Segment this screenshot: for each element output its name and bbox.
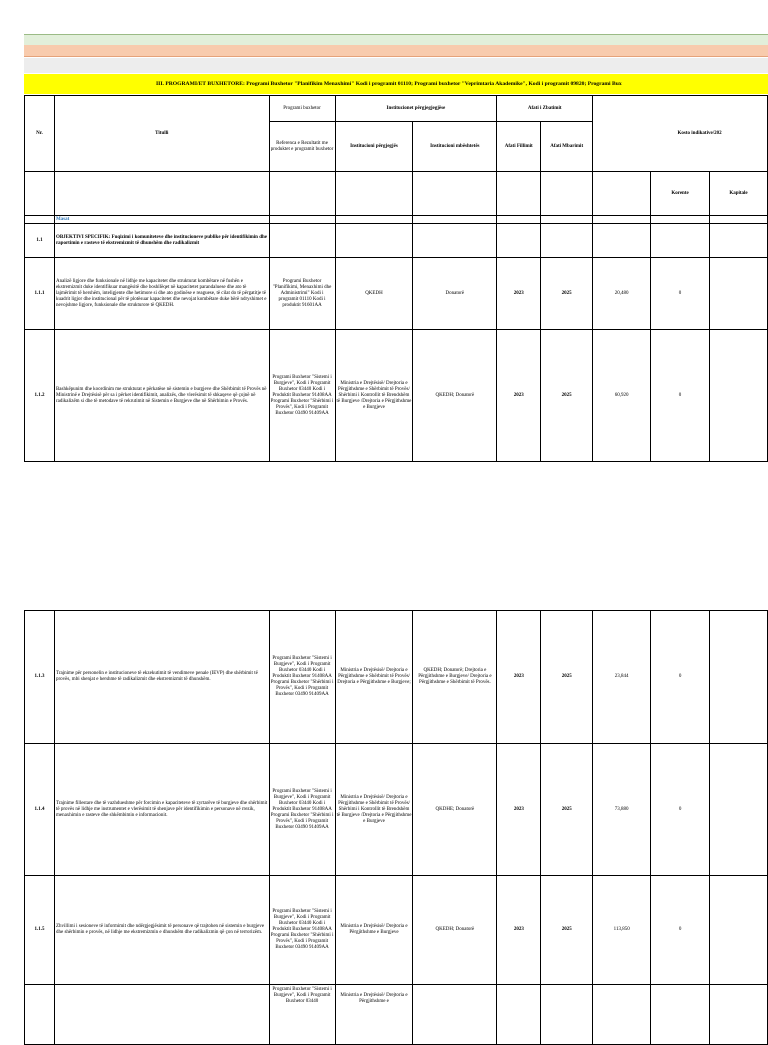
row-support: Donatorë: [413, 258, 497, 330]
row-program: Programi Buxhetor "Sistemi i Burgjeve", Kodi i Programit Buxhetor 03440 Kodi i Produktit Buxhetor 91408AA Programi Buxhetor "Shërbimi i Provës", Kodi i Programit Buxhetor 03490 91409AA: [269, 330, 335, 462]
row-start: 2023: [497, 330, 541, 462]
program-banner: [24, 74, 768, 94]
row-support: QKDHE; Donatorë: [413, 744, 497, 876]
masat-label: Masat: [54, 216, 269, 224]
row-end: 2025: [541, 876, 593, 985]
table-row: [25, 876, 768, 985]
header-afati-fillimit: Afati Fillimit: [497, 122, 541, 172]
header-institucionet: Institucionet përgjegjegjëse: [335, 96, 497, 122]
program-banner-text: III. PROGRAMI/ET BUXHETORE: Programi Buxhetor "Planifikim Menaxhimi" Kodi i programit 01110; Programi buxhetor "Veprimtaria Akademike", Kodi i programit 09820; Programi Bux: [156, 81, 622, 87]
row-title: Zhvillimi i sesioneve të informimit dhe ndërgjegjësimit të personave që trajtohen në sistemin e burgjeve dhe shërbimin e provës, në lidhje me ekstremizmin e dhunshëm dhe radikalizmin që çon në terrorizëm.: [54, 876, 269, 985]
table-row: [25, 330, 768, 462]
header-titulli: Titulli: [54, 96, 269, 172]
row-title: [54, 985, 269, 1045]
header-afati: Afati i Zbatimit: [497, 96, 593, 122]
row-nr: 1.1.2: [25, 330, 55, 462]
row-nr: 1.1.4: [25, 744, 55, 876]
row-end: [541, 985, 593, 1045]
row-support: [413, 985, 497, 1045]
header-korente: Korente: [651, 172, 710, 216]
objective-text: OBJEKTIVI SPECIFIK: Fuqizimi i komuniteteve dhe institucioneve publike për identifikimin dhe raportimin e rasteve të ekstremizmit të dhunshëm dhe radikalizmit: [54, 224, 269, 258]
row-current-cost: 113,850: [593, 876, 651, 985]
row-support: QKEDH; Donatorë: [413, 330, 497, 462]
header-band-grey: [24, 58, 768, 73]
row-program: Programi Buxhetor "Sistemi i Burgjeve", Kodi i Programit Buxhetor 03440 Kodi i Produktit Buxhetor 91408AA Programi Buxhetor "Shërbimi i Provës", Kodi i Programit Buxhetor 03490 91409AA: [269, 611, 335, 744]
row-responsible: Ministria e Drejtësisë/ Drejtoria e Përgjithshme e: [335, 985, 413, 1045]
row-end: 2025: [541, 744, 593, 876]
row-current-cost: 73,880: [593, 744, 651, 876]
header-referenca: Referenca e Rezultatit me produktet e programit buxhetor: [269, 122, 335, 172]
header-nr: Nr.: [25, 96, 55, 172]
row-capital-cost: [651, 985, 710, 1045]
header-kosto: Kosto indikative/202: [593, 96, 768, 172]
header-kapitale: Kapitale: [709, 172, 767, 216]
row-current-cost: 20,480: [593, 258, 651, 330]
table-row: [25, 258, 768, 330]
row-nr: [25, 985, 55, 1045]
row-responsible: Ministria e Drejtësisë/ Drejtoria e Përgjithshme e Burgjeve: [335, 876, 413, 985]
row-nr: 1.1.1: [25, 258, 55, 330]
row-nr: 1.1.3: [25, 611, 55, 744]
row-end: 2025: [541, 611, 593, 744]
row-title: Trajnime fillestare dhe të vazhdueshme për forcimin e kapaciteteve të zyrtarëve të burgjeve dhe shërbimit të provës në lidhje me instrumentet e vlerësimit të shenjave për identifikimin e personave në rrezik, menaxhimin e rasteve dhe shkëmbimin e informacionit.: [54, 744, 269, 876]
table-row: [25, 985, 768, 1045]
row-program: Programi Buxhetor "Sistemi i Burgjeve", Kodi i Programit Buxhetor 03440: [269, 985, 335, 1045]
row-start: 2023: [497, 258, 541, 330]
row-title: Analizë ligjore dhe funksionale në lidhje me kapacitetet dhe strukturat kombëtare në fushën e ekstremizmit duke identifikuar mangësitë dhe boshllëqet në kapacitetet parandaluese dhe ato të lajmërimit të hershëm, inteligjente dhe hetimore si dhe ato godinëse e reaguese, të cilat do të përgatitje të kuadrit ligjor dhe institucional për të plotësuar kapacitetet dhe nevojat kombëtare duke bërë ndryshimet e nevojshme ligjore, funksionale dhe strukturore të QKEDH.: [54, 258, 269, 330]
row-capital-cost: 0: [651, 611, 710, 744]
row-program: Programi Buxhetor "Sistemi i Burgjeve", Kodi i Programit Buxhetor 03440 Kodi i Produktit Buxhetor 91408AA Programi Buxhetor "Shërbimi i Provës", Kodi i Programit Buxhetor 03490 91409AA: [269, 876, 335, 985]
row-capital-cost: 0: [651, 330, 710, 462]
row-start: [497, 985, 541, 1045]
row-program: Programi Buxhetor "Planifikimi, Menaxhimi dhe Administrimi" Kodi i programit 01110 Kodi i produktit 91601AA: [269, 258, 335, 330]
table-row: [25, 744, 768, 876]
row-support: QKEDH; Donatorë: [413, 876, 497, 985]
row-responsible: Ministria e Drejtësisë/ Drejtoria e Përgjithshme e Shërbimit të Provës/ Shërbimi i Kontrollit të Brendshëm të Burgjeve /Drejtoria e Përgjithshme e Burgjeve: [335, 744, 413, 876]
row-current-cost: 23,844: [593, 611, 651, 744]
row-title: Trajnime për personelin e institucioneve të ekzekutimit të vendimeve penale (IEVP) dhe shërbimit të provës, mbi shenjat e hershme të radikalizmit dhe ekstremizmit të dhunshëm.: [54, 611, 269, 744]
row-current-cost: 60,920: [593, 330, 651, 462]
row-start: 2023: [497, 744, 541, 876]
row-current-cost: [593, 985, 651, 1045]
row-capital-cost: 0: [651, 258, 710, 330]
header-programi-buxhetor: Programi buxhetor: [269, 96, 335, 122]
row-end: 2025: [541, 258, 593, 330]
row-responsible: Ministria e Drejtësisë/ Drejtoria e Përgjithshme e Shërbimit të Provës/ Drejtoria e Përgjithshme e Burgjeve;: [335, 611, 413, 744]
header-band-orange: [24, 45, 768, 57]
header-inst-mbeshtetes: Institucioni mbështetës: [413, 122, 497, 172]
row-responsible: Ministria e Drejtësisë/ Drejtoria e Përgjithshme e Shërbimit të Provës/ Shërbimi i Kontrollit të Brendshëm të Burgjeve /Drejtoria e Përgjithshme e Burgjeve: [335, 330, 413, 462]
header-inst-pergjegjes: Institucioni përgjegjës: [335, 122, 413, 172]
table-row: [25, 611, 768, 744]
header-afati-mbarimit: Afati Mbarimit: [541, 122, 593, 172]
row-capital-cost: 0: [651, 876, 710, 985]
row-start: 2023: [497, 876, 541, 985]
row-end: 2025: [541, 330, 593, 462]
row-program: Programi Buxhetor "Sistemi i Burgjeve", Kodi i Programit Buxhetor 03440 Kodi i Produktit Buxhetor 91408AA Programi Buxhetor "Shërbimi i Provës", Kodi i Programit Buxhetor 03490 91409AA: [269, 744, 335, 876]
action-plan-table-page2: [24, 610, 768, 1045]
objective-nr: 1.1: [25, 224, 55, 258]
action-plan-table-page1: [24, 95, 768, 462]
row-start: 2023: [497, 611, 541, 744]
row-support: QKEDH; Donatorë; Drejtoria e Përgjithshme e Burgjeve/ Drejtoria e Përgjithshme e Shërbimit të Provës.: [413, 611, 497, 744]
row-capital-cost: 0: [651, 744, 710, 876]
row-responsible: QKEDH: [335, 258, 413, 330]
row-nr: 1.1.5: [25, 876, 55, 985]
row-title: Bashkëpunim dhe koordinim me strukturat e përkatëse në sistemin e burgjeve dhe Shërbimit të Provës në Ministrinë e Drejtësisë për sa i përket identifikimit, analizës, dhe vlerësimit të shkaqeve që çojnë në radikalizëm si dhe të metodave të rekrutimit në Sistemin e Burgjeve dhe në Shërbimin e Provës.: [54, 330, 269, 462]
